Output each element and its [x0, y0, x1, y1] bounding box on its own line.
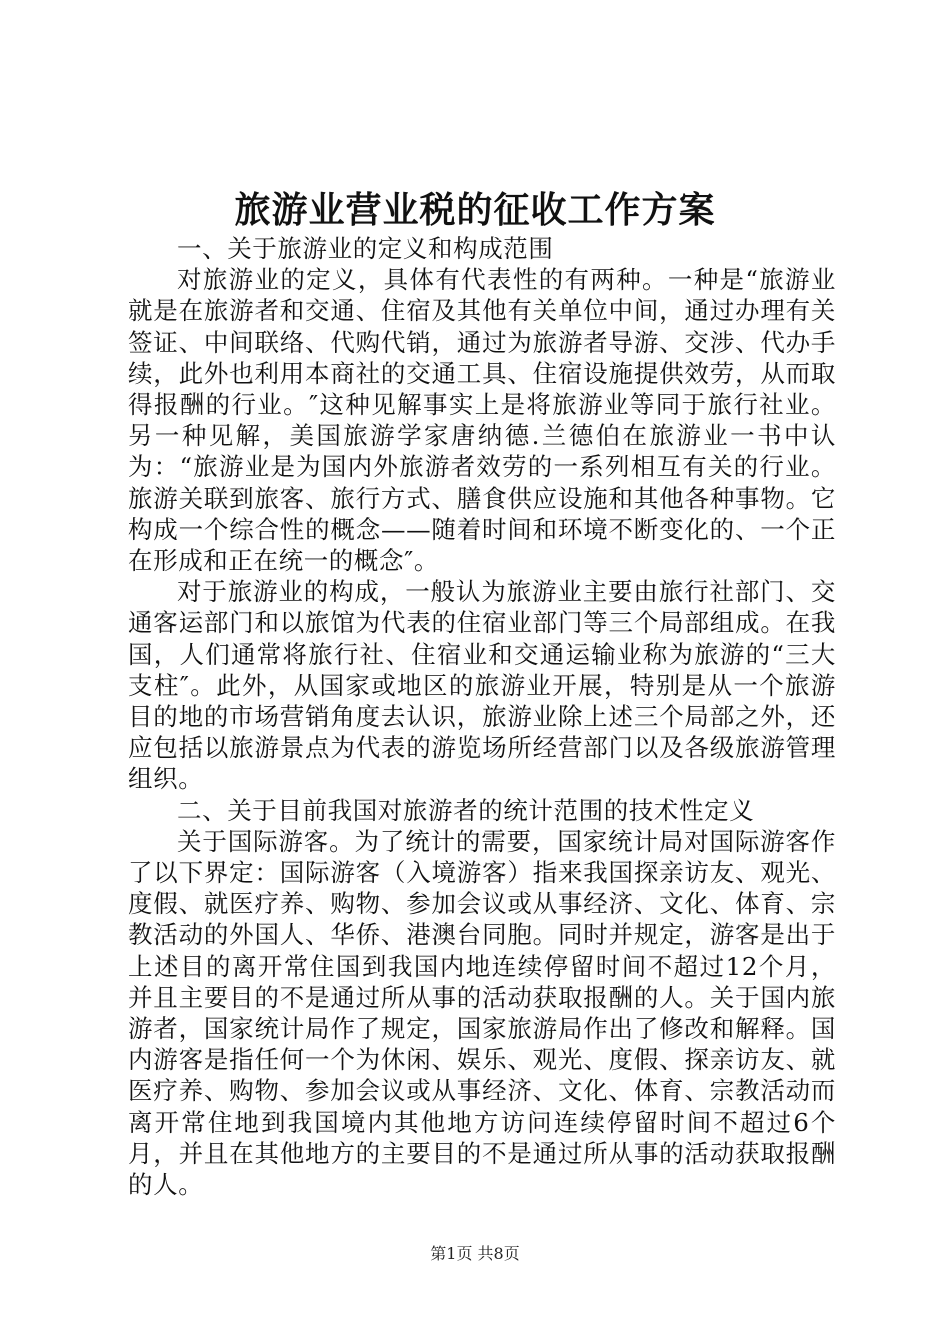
document-body [128, 233, 836, 1200]
paragraph: 关于国际游客。为了统计的需要，国家统计局对国际游客作了以下界定：国际游客（入境游客）指来我国探亲访友、观光、度假、就医疗养、购物、参加会议或从事经济、文化、体育、宗教活动的外国人、华侨、港澳台同胞。同时并规定，游客是出于上述目的离开常住国到我国内地连续停留时间不超过12个月，并且主要目的不是通过所从事的活动获取报酬的人。关于国内旅游者，国家统计局作了规定，国家旅游局作出了修改和解释。国内游客是指任何一个为休闲、娱乐、观光、度假、探亲访友、就医疗养、购物、参加会议或从事经济、文化、体育、宗教活动而离开常住地到我国境内其他地方访问连续停留时间不超过6个月，并且在其他地方的主要目的不是通过所从事的活动获取报酬的人。 [128, 826, 836, 1200]
page-footer: 第1页 共8页 [430, 1244, 520, 1263]
section-heading-2: 二、关于目前我国对旅游者的统计范围的技术性定义 [177, 795, 755, 825]
section-heading-1: 一、关于旅游业的定义和构成范围 [177, 234, 554, 263]
paragraph: 对于旅游业的构成，一般认为旅游业主要由旅行社部门、交通客运部门和以旅馆为代表的住宿业部门等三个局部组成。在我国，人们通常将旅行社、住宿业和交通运输业称为旅游的“三大支柱″。此外，从国家或地区的旅游业开展，特别是从一个旅游目的地的市场营销角度去认识，旅游业除上述三个局部之外，还应包括以旅游景点为代表的游览场所经营部门以及各级旅游管理组织。 [128, 577, 836, 794]
paragraph: 对旅游业的定义，具体有代表性的有两种。一种是“旅游业就是在旅游者和交通、住宿及其他有关单位中间，通过办理有关签证、中间联络、代购代销，通过为旅游者导游、交涉、代办手续，此外也利用本商社的交通工具、住宿设施提供效劳，从而取得报酬的行业。″这种见解事实上是将旅游业等同于旅行社业。另一种见解，美国旅游学家唐纳德.兰德伯在旅游业一书中认为：“旅游业是为国内外旅游者效劳的一系列相互有关的行业。旅游关联到旅客、旅行方式、膳食供应设施和其他各种事物。它构成一个综合性的概念——随着时间和环境不断变化的、一个正在形成和正在统一的概念″。 [128, 265, 836, 576]
document-title: 旅游业营业税的征收工作方案 [234, 189, 716, 231]
